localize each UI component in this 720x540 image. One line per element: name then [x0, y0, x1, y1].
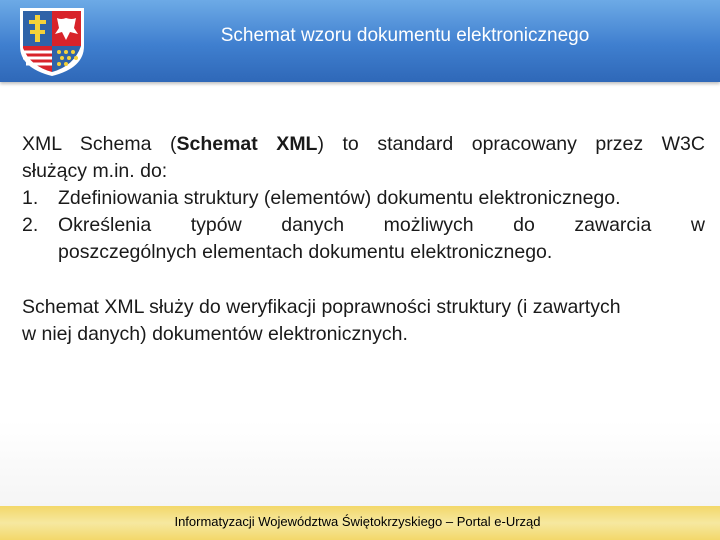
list-item: [22, 185, 705, 212]
intro-bold-term: Schemat XML: [176, 133, 318, 155]
list-item-text-line-1: Określenia typów danych możliwych do zawarcia w: [58, 214, 705, 236]
paragraph-2-line-2: w niej danych) dokumentów elektronicznych.: [22, 323, 408, 345]
intro-line-2: służący m.in. do:: [22, 160, 168, 182]
slide-body: [22, 131, 705, 348]
slide-title: Schemat wzoru dokumentu elektronicznego: [220, 25, 590, 46]
intro-line-1: [22, 131, 705, 158]
paragraph-2-line-1: Schemat XML służy do weryfikacji poprawności struktury (i zawartych: [22, 296, 621, 318]
list-number: 2.: [22, 214, 39, 236]
header-bar: [0, 0, 720, 82]
footer-text: Informatyzacji Województwa Świętokrzyskiego – Portal e-Urząd: [174, 514, 541, 529]
footer-bar: [0, 506, 720, 540]
list-item-text-line-2: poszczególnych elementach dokumentu elektronicznego.: [58, 241, 553, 263]
definition-list: [22, 185, 705, 266]
list-number: 1.: [22, 187, 39, 209]
coat-of-arms-icon: [18, 6, 86, 78]
list-item-text: Zdefiniowania struktury (elementów) dokumentu elektronicznego.: [58, 187, 621, 209]
intro-text-pre: XML Schema (: [22, 133, 177, 155]
intro-text-post: ) to standard opracowany przez W3C: [317, 133, 705, 155]
list-item: [22, 212, 705, 266]
